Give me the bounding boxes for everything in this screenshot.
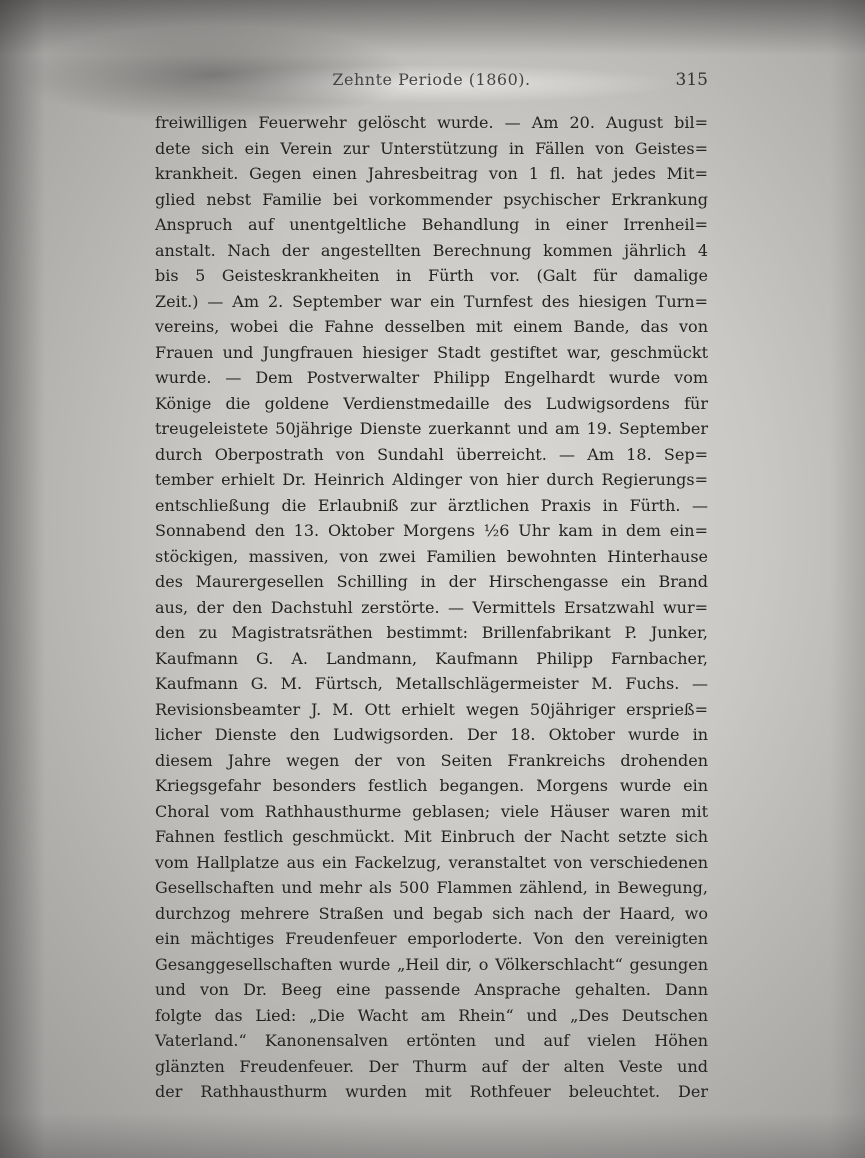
text-line: Zeit.) — Am 2. September war ein Turnfest des hiesigen Turn= <box>155 291 708 311</box>
text-line: bis 5 Geisteskrankheiten in Fürth vor. (Galt für damalige <box>155 266 708 285</box>
text-line: anstalt. Nach der angestellten Berechnung kommen jährlich 4 <box>155 240 708 260</box>
text-line: wurde. — Dem Postverwalter Philipp Engelhardt wurde vom <box>155 368 708 387</box>
page-number: 315 <box>675 70 708 90</box>
page-content <box>155 70 708 1105</box>
text-line: glied nebst Familie bei vorkommender psychischer Erkrankung <box>155 189 708 209</box>
page-header <box>155 70 708 94</box>
text-line: stöckigen, massiven, von zwei Familien bewohnten Hinterhause <box>155 546 708 566</box>
text-line: Vaterland.“ Kanonensalven ertönten und auf vielen Höhen <box>155 1031 708 1050</box>
text-line: Choral vom Rathhausthurme geblasen; viele Häuser waren mit <box>155 801 708 821</box>
text-line: Gesanggesellschaften wurde „Heil dir, o Völkerschlacht“ gesungen <box>155 954 708 974</box>
running-header: Zehnte Periode (1860). <box>332 70 531 89</box>
text-line: folgte das Lied: „Die Wacht am Rhein“ und „Des Deutschen <box>155 1005 708 1025</box>
text-line: vom Hallplatze aus ein Fackelzug, veranstaltet von verschiedenen <box>155 852 708 872</box>
text-line: des Maurergesellen Schilling in der Hirschengasse ein Brand <box>155 572 708 591</box>
text-line: Gesellschaften und mehr als 500 Flammen zählend, in Bewegung, <box>155 878 708 897</box>
text-line: entschließung die Erlaubniß zur ärztlichen Praxis in Fürth. — <box>155 495 708 515</box>
text-line: und von Dr. Beeg eine passende Ansprache gehalten. Dann <box>155 980 708 999</box>
text-line: Fahnen festlich geschmückt. Mit Einbruch der Nacht setzte sich <box>155 827 708 846</box>
text-line: licher Dienste den Ludwigsorden. Der 18. Oktober wurde in <box>155 725 708 744</box>
text-line: Sonnabend den 13. Oktober Morgens ½6 Uhr kam in dem ein= <box>155 521 708 540</box>
text-line: Kaufmann G. A. Landmann, Kaufmann Philipp Farnbacher, <box>155 648 708 668</box>
text-line: glänzten Freudenfeuer. Der Thurm auf der alten Veste und <box>155 1056 708 1076</box>
text-line: Kaufmann G. M. Fürtsch, Metallschlägermeister M. Fuchs. — <box>155 674 708 693</box>
text-line: Könige die goldene Verdienstmedaille des Ludwigsordens für <box>155 393 708 413</box>
text-line: Anspruch auf unentgeltliche Behandlung in einer Irrenheil= <box>155 215 708 234</box>
text-line: aus, der den Dachstuhl zerstörte. — Vermittels Ersatzwahl wur= <box>155 597 708 617</box>
text-line: den zu Magistratsräthen bestimmt: Brillenfabrikant P. Junker, <box>155 623 708 642</box>
text-line: Frauen und Jungfrauen hiesiger Stadt gestiftet war, geschmückt <box>155 342 708 362</box>
text-line: dete sich ein Verein zur Unterstützung in Fällen von Geistes= <box>155 138 708 158</box>
body-text <box>155 110 708 1105</box>
text-line: krankheit. Gegen einen Jahresbeitrag von 1 fl. hat jedes Mit= <box>155 164 708 183</box>
text-line: durchzog mehrere Straßen und begab sich nach der Haard, wo <box>155 903 708 923</box>
text-line: treugeleistete 50jährige Dienste zuerkannt und am 19. September <box>155 419 708 438</box>
text-line: ein mächtiges Freudenfeuer emporloderte. Von den vereinigten <box>155 929 708 948</box>
text-line: Revisionsbeamter J. M. Ott erhielt wegen 50jähriger ersprieß= <box>155 699 708 719</box>
text-line: freiwilligen Feuerwehr gelöscht wurde. — Am 20. August bil= <box>155 113 708 132</box>
text-line: vereins, wobei die Fahne desselben mit einem Bande, das von <box>155 317 708 336</box>
text-line: der Rathhausthurm wurden mit Rothfeuer beleuchtet. Der <box>155 1082 708 1101</box>
text-line: Kriegsgefahr besonders festlich begangen. Morgens wurde ein <box>155 776 708 795</box>
text-line: durch Oberpostrath von Sundahl überreicht. — Am 18. Sep= <box>155 444 708 464</box>
text-line: diesem Jahre wegen der von Seiten Frankreichs drohenden <box>155 750 708 770</box>
text-line: tember erhielt Dr. Heinrich Aldinger von hier durch Regierungs= <box>155 470 708 489</box>
